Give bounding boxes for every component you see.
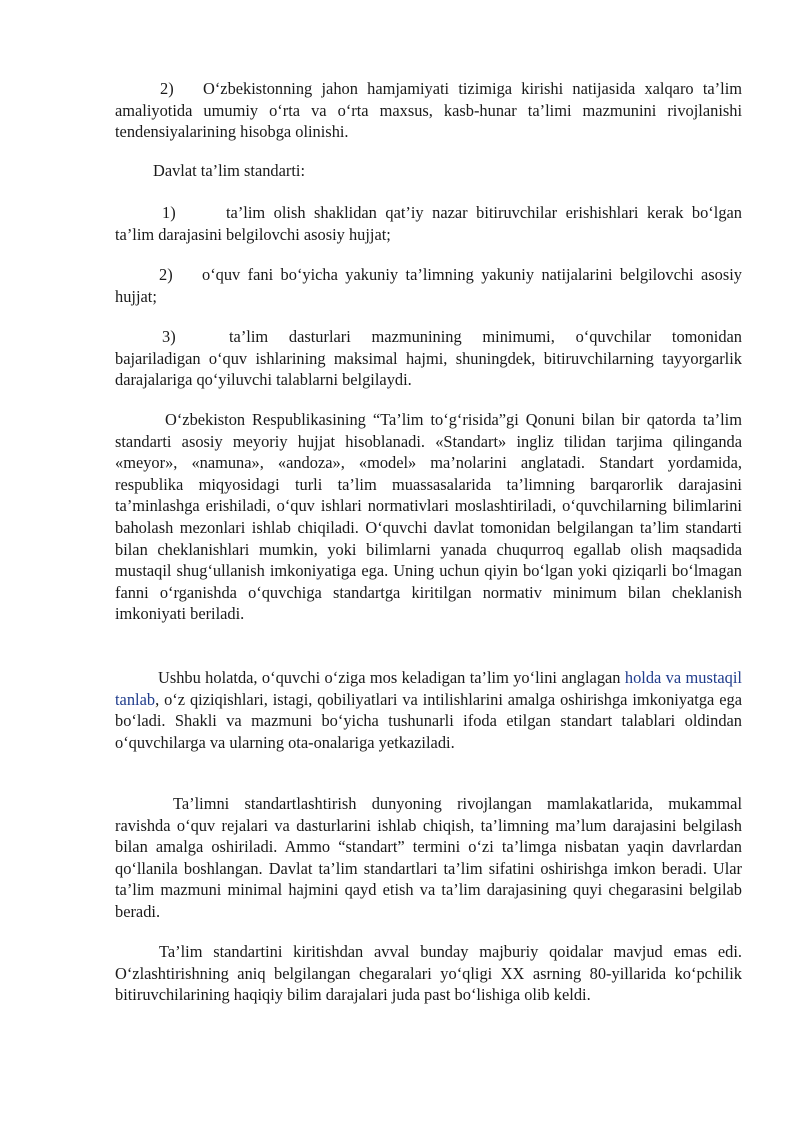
list-item-number: 3) xyxy=(162,327,176,346)
paragraph-4 xyxy=(115,941,742,1006)
paragraph-text: Ushbu holatda, o‘quvchi o‘ziga mos keladigan ta’lim yo‘lini anglagan xyxy=(158,668,625,687)
paragraph-text: , o‘z qiziqishlari, istagi, qobiliyatlari va intilishlarini amalga oshirishga imkoniyatga ega bo‘ladi. Shakli va mazmuni bo‘yicha tushunarli ifoda etilgan standart talablari oldindan o‘quvchilarga va ularning ota-onalariga yetkaziladi. xyxy=(115,689,742,752)
list-item-text: O‘zbekistonning jahon hamjamiyati tizimiga kirishi natijasida xalqaro ta’lim amaliyotida umumiy o‘rta va o‘rta maxsus, kasb-hunar ta’limi mazmunini rivojlanishi tendensiyalarining hisobga olinishi. xyxy=(115,79,742,142)
standard-heading: Davlat ta’lim standarti: xyxy=(153,161,306,180)
standard-item-3 xyxy=(115,326,742,391)
list-item-2 xyxy=(115,78,742,143)
standard-item-2 xyxy=(115,264,742,307)
paragraph-text: Ta’lim standartini kiritishdan avval bunday majburiy qoidalar mavjud emas edi. O‘zlashtirishning aniq belgilangan chegaralari yo‘qligi XX asrning 80-yillarida ko‘pchilik bitiruvchilarining haqiqiy bilim darajalari juda past bo‘lishiga olib keldi. xyxy=(115,942,742,1005)
paragraph-2 xyxy=(115,667,742,753)
list-item-text: ta’lim olish shaklidan qat’iy nazar bitiruvchilar erishishlari kerak bo‘lgan ta’lim darajasini belgilovchi asosiy hujjat; xyxy=(115,203,742,244)
highlighted-phrase: holda va mustaqil tanlab xyxy=(115,668,742,709)
standard-item-1 xyxy=(115,202,742,245)
paragraph-1 xyxy=(115,409,742,625)
list-item-number: 1) xyxy=(162,203,176,222)
paragraph-text: Ta’limni standartlashtirish dunyoning rivojlangan mamlakatlarida, mukammal ravishda o‘quv rejalari va dasturlarini ishlab chiqish, ta’limning ma’lum darajasini belgilash bilan amalga oshiriladi. Ammo “standart” termini o‘zi ta’limga nisbatan yaqin davrlardan qo‘llanila boshlangan. Davlat ta’lim standartlari ta’lim sifatini oshirishga imkon beradi. Ular ta’lim mazmuni minimal hajmini qayd etish va ta’lim darajasining quyi chegarasini belgilab beradi. xyxy=(115,794,742,921)
list-item-number: 2) xyxy=(160,79,174,98)
list-item-number: 2) xyxy=(159,265,173,284)
list-item-text: ta’lim dasturlari mazmunining minimumi, o‘quvchilar tomonidan bajariladigan o‘quv ishlarining maksimal hajmi, shuningdek, bitiruvchilarning tayyorgarlik darajalariga qo‘yiluvchi talablarni belgilaydi. xyxy=(115,327,742,390)
list-item-text: o‘quv fani bo‘yicha yakuniy ta’limning yakuniy natijalarini belgilovchi asosiy hujjat; xyxy=(115,265,742,306)
paragraph-3 xyxy=(115,793,742,923)
paragraph-text: O‘zbekiston Respublikasining “Ta’lim to‘g‘risida”gi Qonuni bilan bir qatorda ta’lim standarti asosiy meyoriy hujjat hisoblanadi. «Standart» ingliz tilidan tarjima qilinganda «meyor», «namuna», «andoza», «model» ma’nolarini anglatadi. Standart yordamida, respublika miqyosidagi turli ta’lim muassasalarida ta’limning barqarorlik darajasini ta’minlashga erishiladi, o‘quv ishlari normativlari moslashtiriladi, o‘quvchilarning bilimlarini baholash mezonlari ishlab chiqiladi. O‘quvchi davlat tomonidan belgilangan ta’lim standarti bilan cheklanishlari mumkin, yoki bilimlarni yanada chuqurroq egallab olish maqsadida mustaqil shug‘ullanish imkoniyatiga ega. Uning uchun qiyin bo‘lgan yoki qiziqarli bo‘lmagan fanni o‘rganishda o‘quvchiga standartga kiritilgan normativ minimum bilan cheklanish imkoniyati beriladi. xyxy=(115,410,742,624)
